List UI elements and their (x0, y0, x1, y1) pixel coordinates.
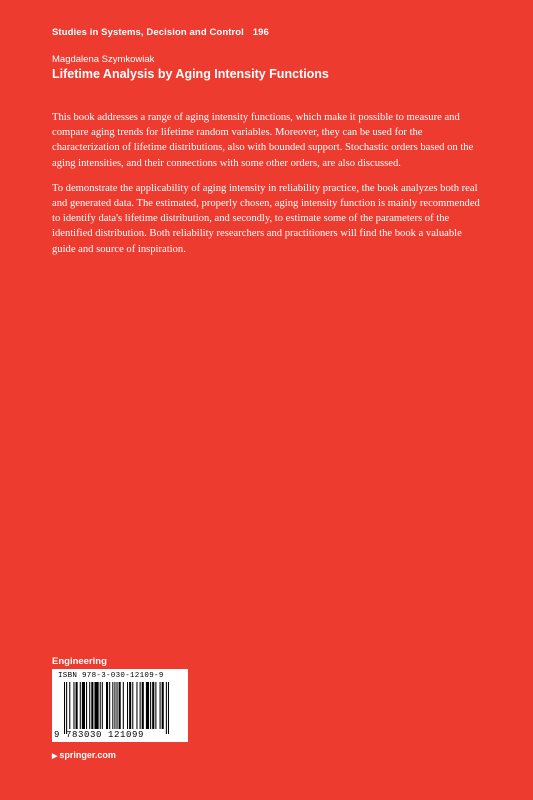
barcode-bar (94, 682, 98, 729)
barcode-bar (73, 682, 74, 729)
barcode-bar (132, 682, 133, 729)
series-number: 196 (252, 27, 269, 38)
series-name: Studies in Systems, Decision and Control (52, 27, 244, 38)
barcode-bar (146, 682, 149, 729)
barcode-bar (127, 682, 128, 729)
barcode-bar (109, 682, 110, 729)
barcode-bar (142, 682, 144, 729)
barcode-bar (66, 682, 67, 734)
author-name: Magdalena Szymkowiak (52, 54, 155, 65)
isbn-barcode (52, 669, 188, 742)
barcode-bar (117, 682, 118, 729)
isbn-text: ISBN 978-3-030-12109-9 (58, 672, 164, 680)
barcode-bar (64, 682, 65, 734)
barcode-bar (119, 682, 121, 729)
barcode-bar (155, 682, 156, 729)
barcode-bar (166, 682, 167, 734)
barcode-bar (160, 682, 161, 729)
description (52, 110, 482, 267)
barcode-bar (89, 682, 90, 729)
barcode-bar (102, 682, 103, 729)
barcode-bar (150, 682, 151, 729)
barcode-bar (152, 682, 154, 729)
barcode-bar (82, 682, 85, 729)
barcode-bar (86, 682, 87, 729)
barcode-bar (123, 682, 124, 729)
publisher-url: springer.com (59, 750, 116, 760)
description-paragraph-1: This book addresses a range of aging intensity functions, which make it possible to measure and compare aging trends for lifetime random variables. Moreover, they can be used for the characterization of lifetime distributions, also with bounded support. Stochastic orders based on the aging intensities, and their connections with some other orders, are also discussed. (52, 112, 474, 169)
barcode-bar (168, 682, 169, 734)
barcode-bar (106, 682, 108, 729)
triangle-right-icon: ▶ (52, 753, 58, 760)
subject-label: Engineering (52, 656, 107, 667)
barcode-bar (91, 682, 93, 729)
barcode-bar (100, 682, 101, 729)
barcode-bar (69, 682, 70, 729)
barcode-bar (140, 682, 141, 729)
series-line (52, 27, 269, 38)
barcode-bar (76, 682, 78, 729)
publisher-link[interactable] (52, 750, 116, 760)
barcode-bar (112, 682, 113, 729)
description-paragraph-2: To demonstrate the applicability of aging intensity in reliability practice, the book analyzes both real and generated data. The estimated, properly chosen, aging intensity function is mainly recommended to identify data's lifetime distribution, and secondly, to estimate some of the parameters of the identified distribution. Both reliability researchers and practitioners will find the book a valuable guide and source of inspiration. (52, 182, 480, 255)
barcode-bar (129, 682, 131, 729)
barcode-bar (80, 682, 81, 729)
barcode-digits: 9 783030 121099 (54, 730, 145, 740)
book-title: Lifetime Analysis by Aging Intensity Functions (52, 67, 329, 81)
barcode-bar (162, 682, 164, 729)
barcode-bar (114, 682, 115, 729)
barcode-bar (136, 682, 137, 729)
